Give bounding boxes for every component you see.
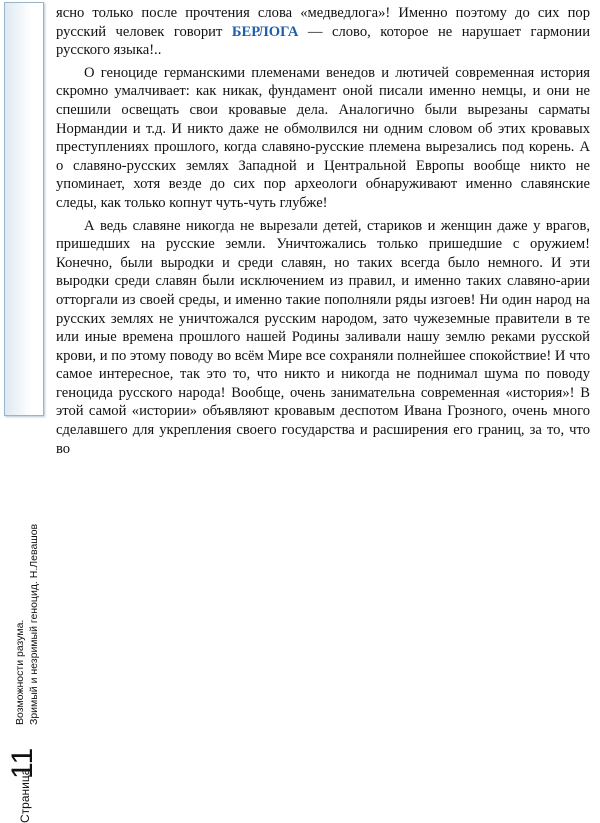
paragraph-1: [56, 4, 590, 60]
book-subtitle: Зримый и незримый геноцид. Н.Левашов: [28, 523, 40, 725]
paragraph-1-end: — слово, которое не нарушает гармонии русского языка!..: [56, 23, 590, 59]
book-title: Возможности разума.: [14, 619, 26, 725]
highlighted-word: БЕРЛОГА: [231, 23, 299, 40]
paragraph-1-start: ясно только после прочтения слова «медведлога»! Именно поэтому до сих пор русский человек говорит: [56, 5, 590, 40]
paragraph-2: О геноциде германскими племенами венедов и лютичей современная история скромно умалчивает: как никак, фундамент оной писали именно немцы, и они не спешили освещать свои кровавые дела. Аналогично были вырезаны сарматы Нормандии и т.д. И никто даже не обмолвился ни одним словом об этих кровавых преступлениях прошлого, когда славяно-русские племена вырезались под корень. А о славяно-русских землях Западной и Центральной Европы вообще никто не упоминает, хотя везде до сих пор археологи обнаруживают именно славянские следы, как только копнут чуть-чуть глубже!: [56, 64, 590, 211]
page-number: 11: [6, 747, 39, 779]
page-label: Страница: [18, 768, 32, 823]
paragraph-3: А ведь славяне никогда не вырезали детей, стариков и женщин даже у врагов, пришедших на русские земли. Уничтожались только пришедшие с оружием! Конечно, были выродки и среди славян, но таких всегда было немного. И эти выродки среди славян были исключением из правил, и именно таких славяно-арии отторгали из своей среды, и именно такие пополняли ряды изгоев! Ни один народ на русских землях не уничтожался русским народом, зато чужеземные правители в те или иные времена прошлого нашей Родины заливали нашу землю реками русской крови, и по этому поводу во всём Мире все сохраняли полнейшее спокойствие! И что самое интересное, так это то, что никто и никогда не поднимал шума по поводу геноцида русского народа! Вообще, очень занимательна современная «история»! В этой самой «истории» объявляют кровавым деспотом Ивана Грозного, очень много сделавшего для укрепления своего государства и расширения его границ, за то, что во: [56, 217, 590, 457]
page-sidebar: [4, 2, 44, 823]
page-content: [56, 4, 590, 462]
